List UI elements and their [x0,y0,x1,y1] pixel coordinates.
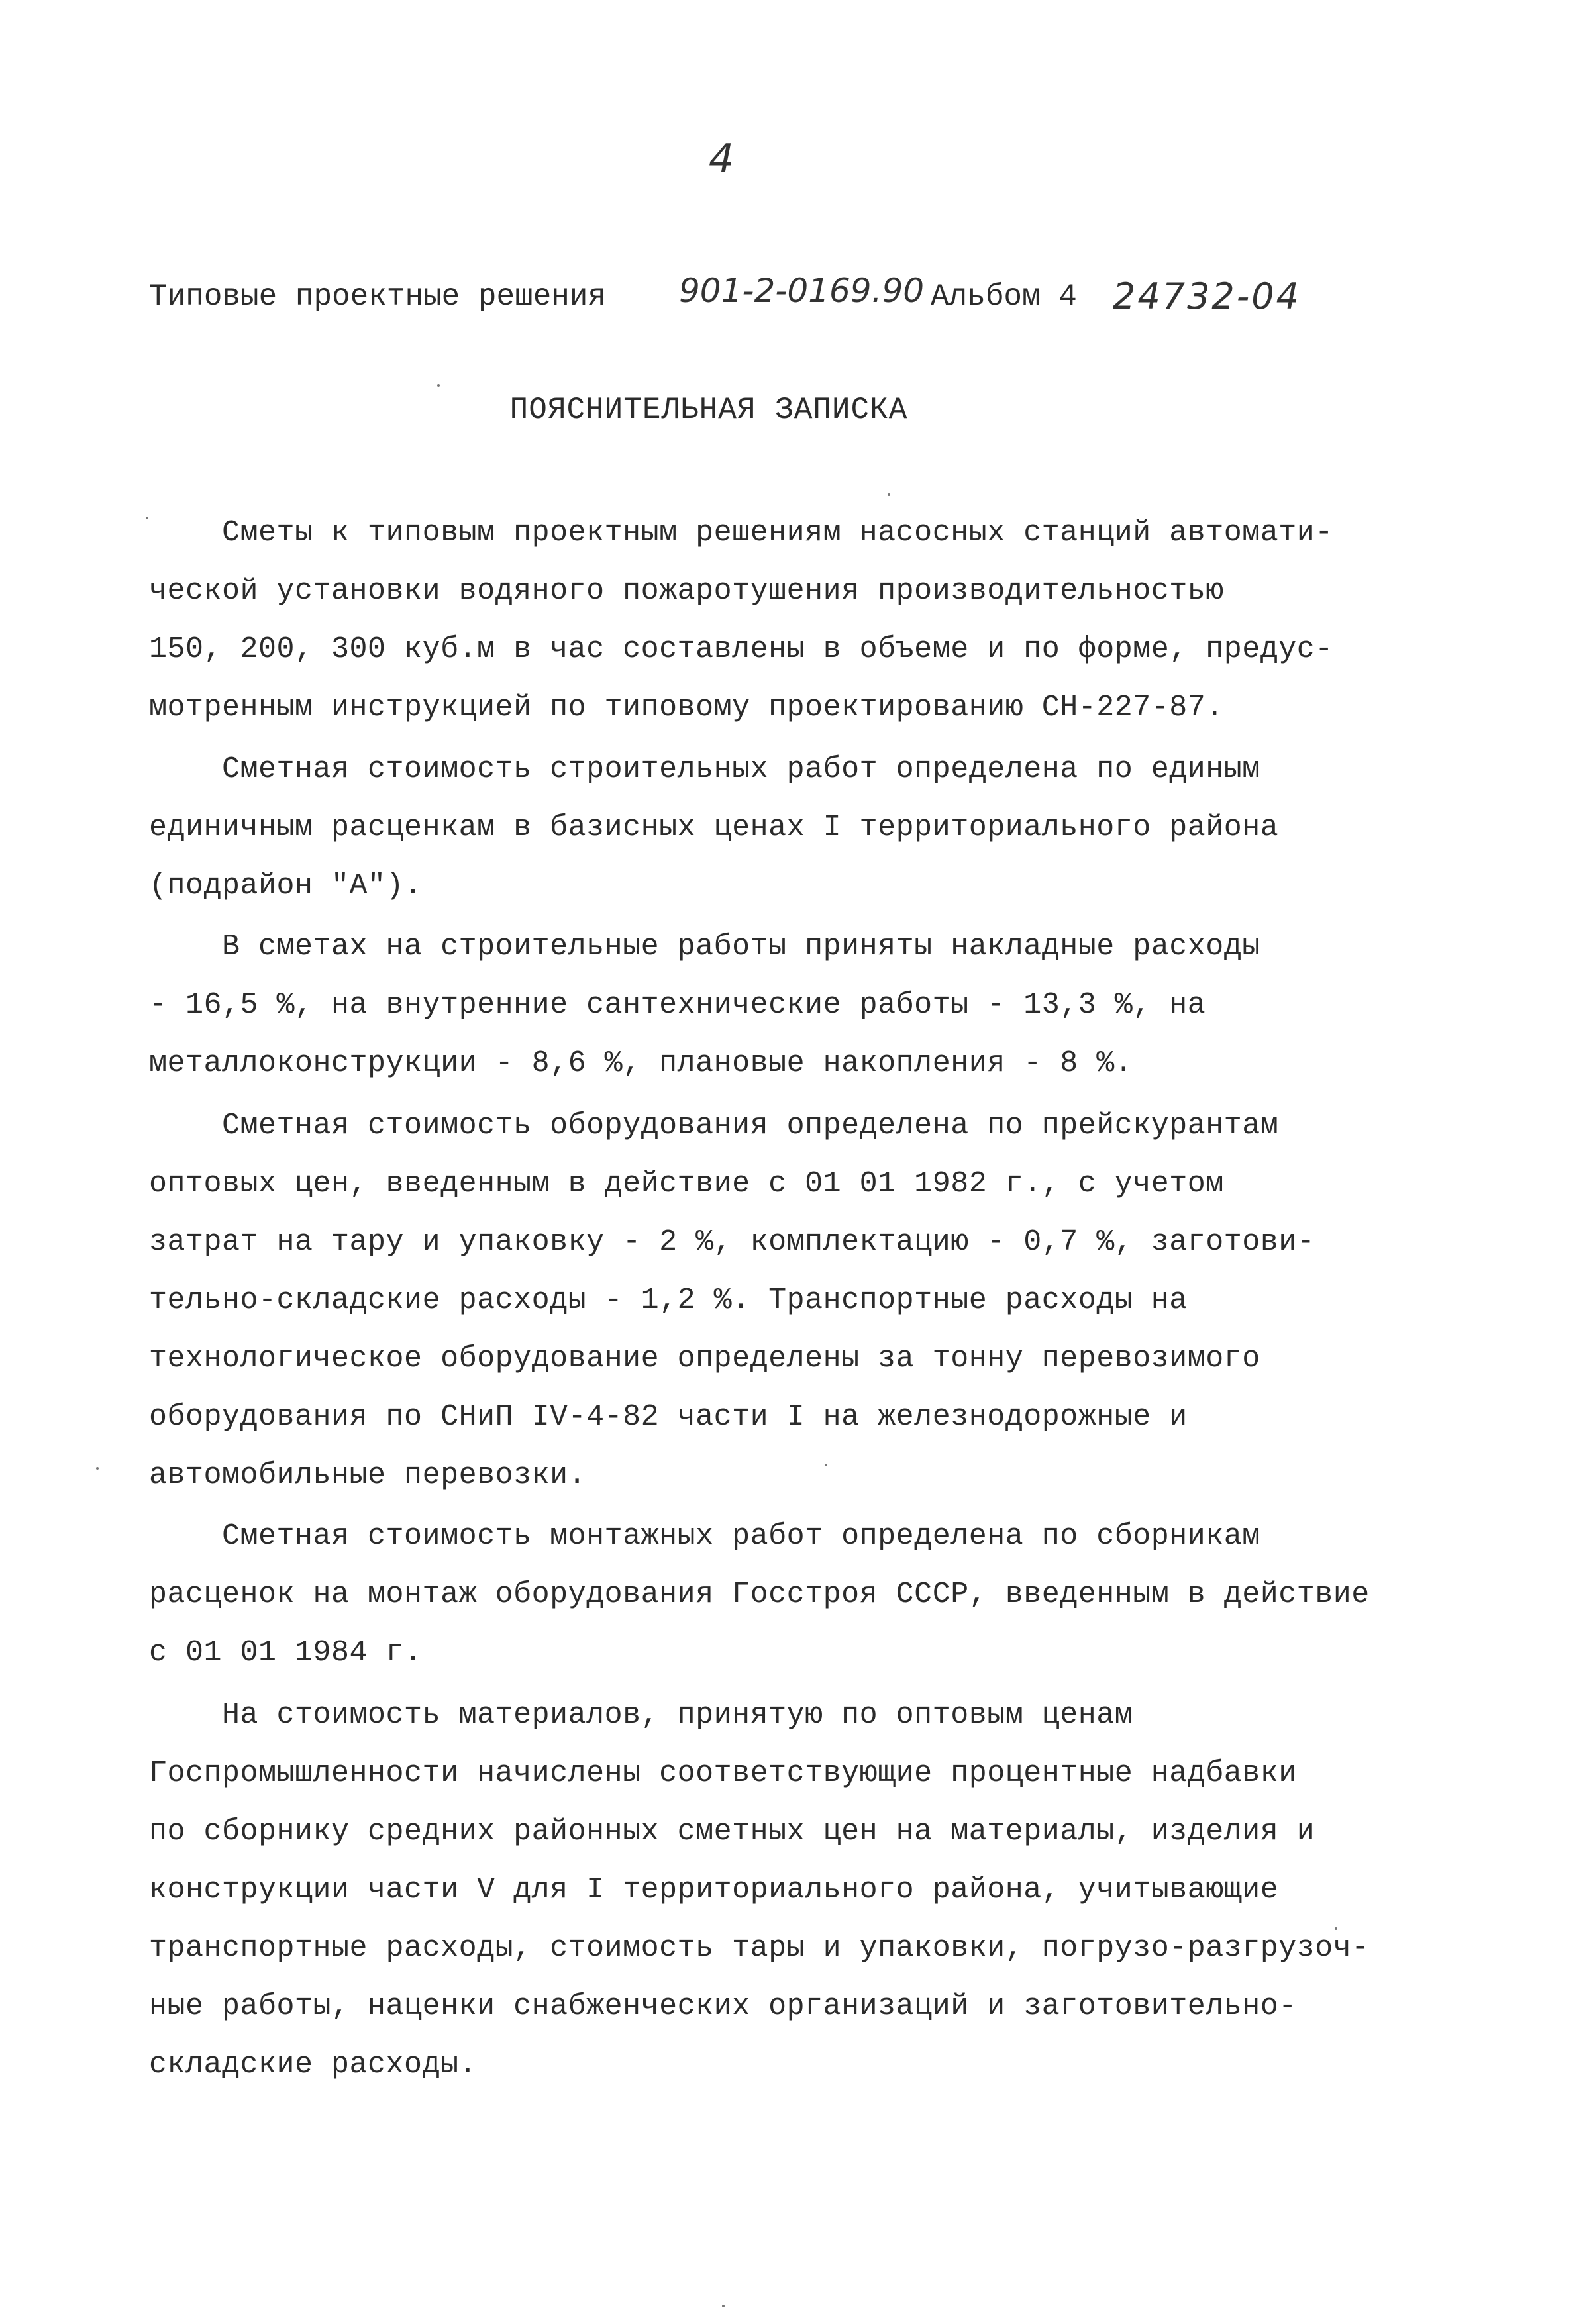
header-album-label: Альбом 4 [931,279,1077,314]
body-line: оборудования по СНиП IV-4-82 части I на железнодорожные и [149,1400,1188,1434]
document-title: ПОЯСНИТЕЛЬНАЯ ЗАПИСКА [509,393,908,427]
body-line: оптовых цен, введенным в действие с 01 01 1982 г., с учетом [149,1167,1224,1201]
body-line: (подрайон "А"). [149,869,423,903]
body-line: Сметная стоимость оборудования определена по прейскурантам [149,1109,1279,1142]
body-line: затрат на тару и упаковку - 2 %, комплектацию - 0,7 %, заготови- [149,1225,1315,1259]
body-line: ные работы, наценки снабженческих организаций и заготовительно- [149,1990,1297,2023]
scan-speck [825,1464,827,1466]
body-line: мотренным инструкцией по типовому проектированию СН-227-87. [149,691,1224,725]
body-line: Сметная стоимость монтажных работ определена по сборникам [149,1519,1260,1553]
body-line: расценок на монтаж оборудования Госстроя СССР, введенным в действие [149,1578,1370,1611]
header-project-code: 901-2-0169.90 [679,272,925,310]
body-line: Сметная стоимость строительных работ определена по единым [149,752,1260,786]
scan-speck [146,517,148,519]
body-line: Госпромышленности начислены соответствующие процентные надбавки [149,1756,1297,1790]
scan-speck [1335,1927,1337,1930]
body-line: автомобильные перевозки. [149,1458,587,1492]
body-line: - 16,5 %, на внутренние сантехнические работы - 13,3 %, на [149,988,1206,1022]
document-header [149,272,1408,325]
body-line: ческой установки водяного пожаротушения производительностью [149,574,1224,608]
body-line: металлоконструкции - 8,6 %, плановые накопления - 8 %. [149,1046,1133,1080]
header-album-number: 24732-04 [1113,276,1301,317]
scan-speck [437,384,440,387]
body-line: На стоимость материалов, принятую по оптовым ценам [149,1698,1133,1732]
scan-speck [722,2305,725,2307]
body-line: с 01 01 1984 г. [149,1636,423,1670]
header-type-label: Типовые проектные решения [149,279,607,314]
body-line: складские расходы. [149,2048,478,2082]
body-line: В сметах на строительные работы приняты накладные расходы [149,930,1260,964]
scan-speck [888,493,890,496]
body-line: 150, 200, 300 куб.м в час составлены в объеме и по форме, предус- [149,632,1333,666]
body-line: тельно-складские расходы - 1,2 %. Транспортные расходы на [149,1284,1188,1317]
body-line: Сметы к типовым проектным решениям насосных станций автомати- [149,516,1333,550]
body-line: по сборнику средних районных сметных цен на материалы, изделия и [149,1815,1315,1848]
body-line: конструкции части V для I территориального района, учитывающие [149,1873,1279,1907]
page-number: 4 [709,136,735,182]
body-line: единичным расценкам в базисных ценах I территориального района [149,811,1279,844]
body-line: транспортные расходы, стоимость тары и упаковки, погрузо-разгрузоч- [149,1931,1370,1965]
body-line: технологическое оборудование определены за тонну перевозимого [149,1342,1260,1376]
scan-speck [96,1467,99,1470]
